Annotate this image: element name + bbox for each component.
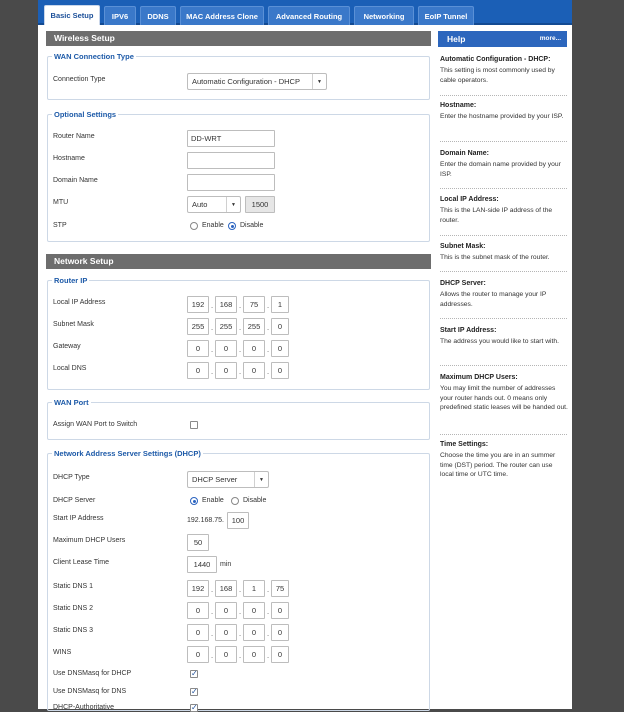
local-dns-label: Local DNS [53, 365, 87, 372]
help-item [440, 327, 568, 347]
dhcp-authoritative-label: DHCP-Authoritative [53, 704, 115, 711]
tab-bar [38, 0, 572, 25]
static-dns2-label: Static DNS 2 [53, 605, 94, 612]
wins-label: WINS [53, 649, 72, 656]
dnsmasq-dhcp-checkbox[interactable]: ✓ [191, 669, 198, 678]
ip-dot: . [267, 345, 270, 354]
router-ip-legend: Router IP [54, 276, 88, 285]
dns3-octet-2[interactable]: 0 [215, 624, 237, 641]
gateway-octet-1[interactable]: 0 [187, 340, 209, 357]
wins-octet-2[interactable]: 0 [215, 646, 237, 663]
wan-connection-legend: WAN Connection Type [54, 52, 134, 61]
ip-dot: . [211, 585, 214, 594]
stp-enable-radio[interactable] [190, 222, 198, 230]
help-item [440, 102, 568, 122]
hostname-label: Hostname [53, 155, 85, 162]
wan-port-group [47, 398, 430, 440]
local-ip-label: Local IP Address [53, 299, 106, 306]
dns1-octet-2[interactable]: 168 [215, 580, 237, 597]
stp-disable-label: Disable [240, 222, 264, 229]
dnsmasq-dns-checkbox[interactable]: ✓ [191, 687, 198, 696]
router-name-input[interactable]: DD-WRT [187, 130, 275, 147]
local-ip-octet-1[interactable]: 192 [187, 296, 209, 313]
help-item [440, 280, 568, 309]
mtu-mode-value: Auto [192, 200, 208, 209]
help-divider [440, 235, 567, 236]
ip-dot: . [239, 585, 242, 594]
help-divider [440, 141, 567, 142]
dhcp-server-disable-radio[interactable] [231, 497, 239, 505]
help-divider [440, 318, 567, 319]
help-item-title: Local IP Address: [440, 196, 499, 203]
help-item-text: Allows the router to manage your IP addresses. [440, 291, 547, 308]
dns3-octet-1[interactable]: 0 [187, 624, 209, 641]
dns1-octet-1[interactable]: 192 [187, 580, 209, 597]
tab-advanced-routing[interactable]: Advanced Routing [268, 6, 350, 25]
dhcp-server-enable-radio[interactable] [190, 497, 198, 505]
stp-enable-label: Enable [202, 222, 224, 229]
ip-dot: . [267, 629, 270, 638]
local-ip-octet-3[interactable]: 75 [243, 296, 265, 313]
hostname-input[interactable] [187, 152, 275, 169]
tab-ipv6[interactable]: IPV6 [104, 6, 136, 25]
subnet-octet-3[interactable]: 255 [243, 318, 265, 335]
wins-octet-1[interactable]: 0 [187, 646, 209, 663]
max-users-input[interactable]: 50 [187, 534, 209, 551]
ip-dot: . [211, 651, 214, 660]
ip-dot: . [239, 651, 242, 660]
help-item [440, 243, 568, 263]
help-divider [440, 365, 567, 366]
mtu-value-input[interactable]: 1500 [245, 196, 275, 213]
help-item [440, 374, 568, 413]
help-item-title: DHCP Server: [440, 280, 486, 287]
local-dns-octet-2[interactable]: 0 [215, 362, 237, 379]
dns2-octet-4[interactable]: 0 [271, 602, 289, 619]
help-item-text: Choose the time you are in an summer time (DST) period. The router can use local time or UTC time. [440, 452, 556, 479]
ip-dot: . [211, 323, 214, 332]
domain-name-input[interactable] [187, 174, 275, 191]
gateway-octet-4[interactable]: 0 [271, 340, 289, 357]
optional-settings-legend: Optional Settings [54, 110, 117, 119]
lease-time-input[interactable]: 1440 [187, 556, 217, 573]
wins-octet-3[interactable]: 0 [243, 646, 265, 663]
ip-dot: . [267, 651, 270, 660]
page [38, 0, 572, 712]
chevron-down-icon: ▼ [312, 74, 326, 89]
connection-type-label: Connection Type [53, 76, 106, 83]
ip-dot: . [239, 323, 242, 332]
local-dns-octet-1[interactable]: 0 [187, 362, 209, 379]
lease-time-label: Client Lease Time [53, 559, 110, 566]
dhcp-type-value: DHCP Server [192, 475, 238, 484]
gateway-octet-2[interactable]: 0 [215, 340, 237, 357]
dns3-octet-4[interactable]: 0 [271, 624, 289, 641]
stp-disable-radio[interactable] [228, 222, 236, 230]
help-divider [440, 271, 567, 272]
subnet-mask-label: Subnet Mask [53, 321, 94, 328]
subnet-octet-1[interactable]: 255 [187, 318, 209, 335]
ip-dot: . [211, 345, 214, 354]
help-divider [440, 188, 567, 189]
ip-dot: . [267, 585, 270, 594]
help-divider [440, 95, 567, 96]
max-users-label: Maximum DHCP Users [53, 537, 126, 544]
start-ip-label: Start IP Address [53, 515, 104, 522]
help-more-link[interactable]: more... [539, 35, 561, 42]
dns2-octet-1[interactable]: 0 [187, 602, 209, 619]
dhcp-type-label: DHCP Type [53, 474, 90, 481]
local-dns-octet-4[interactable]: 0 [271, 362, 289, 379]
help-header [438, 31, 567, 47]
ip-dot: . [239, 367, 242, 376]
help-item-text: Enter the hostname provided by your ISP. [440, 113, 564, 120]
dhcp-type-select[interactable] [187, 471, 269, 488]
chevron-down-icon: ▼ [226, 197, 240, 212]
ip-dot: . [211, 367, 214, 376]
assign-wan-label: Assign WAN Port to Switch [53, 421, 138, 428]
local-ip-octet-2[interactable]: 168 [215, 296, 237, 313]
domain-name-label: Domain Name [53, 177, 98, 184]
subnet-octet-2[interactable]: 255 [215, 318, 237, 335]
ip-dot: . [267, 607, 270, 616]
ip-dot: . [239, 301, 242, 310]
help-item [440, 196, 568, 225]
dhcp-legend: Network Address Server Settings (DHCP) [54, 449, 201, 458]
wireless-setup-header: Wireless Setup [46, 31, 431, 46]
help-item-text: This is the subnet mask of the router. [440, 254, 550, 261]
help-item-title: Subnet Mask: [440, 243, 486, 250]
help-item-text: You may limit the number of addresses your router hands out. 0 means only predefined static leases will be handed out. [440, 385, 568, 412]
wins-octet-4[interactable]: 0 [271, 646, 289, 663]
help-item-title: Automatic Configuration - DHCP: [440, 56, 551, 63]
help-item-text: This setting is most commonly used by cable operators. [440, 67, 555, 84]
assign-wan-checkbox[interactable] [190, 421, 198, 429]
dns1-octet-4[interactable]: 75 [271, 580, 289, 597]
subnet-octet-4[interactable]: 0 [271, 318, 289, 335]
lease-time-unit: min [220, 561, 232, 568]
mtu-label: MTU [53, 199, 69, 206]
help-divider [440, 434, 567, 435]
help-item-text: The address you would like to start with. [440, 338, 559, 345]
help-item [440, 150, 568, 179]
ip-dot: . [211, 629, 214, 638]
help-item-title: Maximum DHCP Users: [440, 374, 518, 381]
help-item-text: Enter the domain name provided by your ISP. [440, 161, 561, 178]
connection-type-value: Automatic Configuration - DHCP [192, 77, 300, 86]
help-title: Help [447, 34, 466, 44]
help-item-title: Time Settings: [440, 441, 489, 448]
network-setup-header: Network Setup [46, 254, 431, 269]
stp-label: STP [53, 222, 67, 229]
ip-dot: . [211, 301, 214, 310]
dns2-octet-3[interactable]: 0 [243, 602, 265, 619]
gateway-octet-3[interactable]: 0 [243, 340, 265, 357]
gateway-label: Gateway [53, 343, 81, 350]
ip-dot: . [211, 607, 214, 616]
tab-networking[interactable]: Networking [354, 6, 414, 25]
ip-dot: . [267, 367, 270, 376]
dhcp-server-label: DHCP Server [53, 497, 96, 504]
local-dns-octet-3[interactable]: 0 [243, 362, 265, 379]
tab-eoip-tunnel[interactable]: EoIP Tunnel [418, 6, 474, 25]
help-item [440, 441, 568, 480]
dhcp-authoritative-checkbox[interactable]: ✓ [191, 703, 198, 712]
help-item-title: Start IP Address: [440, 327, 497, 334]
mtu-mode-select[interactable] [187, 196, 241, 213]
ip-dot: . [267, 323, 270, 332]
ip-dot: . [239, 629, 242, 638]
static-dns3-label: Static DNS 3 [53, 627, 94, 634]
local-ip-octet-4[interactable]: 1 [271, 296, 289, 313]
connection-type-select[interactable] [187, 73, 327, 90]
tab-basic-setup[interactable]: Basic Setup [44, 5, 100, 25]
router-name-label: Router Name [53, 133, 95, 140]
help-item-title: Hostname: [440, 102, 477, 109]
dns2-octet-2[interactable]: 0 [215, 602, 237, 619]
help-item-text: This is the LAN-side IP address of the router. [440, 207, 553, 224]
tab-ddns[interactable]: DDNS [140, 6, 176, 25]
chevron-down-icon: ▼ [254, 472, 268, 487]
dns3-octet-3[interactable]: 0 [243, 624, 265, 641]
dhcp-server-disable-label: Disable [243, 497, 267, 504]
static-dns1-label: Static DNS 1 [53, 583, 94, 590]
ip-dot: . [239, 345, 242, 354]
dns1-octet-3[interactable]: 1 [243, 580, 265, 597]
start-ip-input[interactable]: 100 [227, 512, 249, 529]
tab-mac-address-clone[interactable]: MAC Address Clone [180, 6, 264, 25]
help-item-title: Domain Name: [440, 150, 490, 157]
dnsmasq-dhcp-label: Use DNSMasq for DHCP [53, 670, 132, 677]
help-item [440, 56, 568, 85]
wan-port-legend: WAN Port [54, 398, 89, 407]
start-ip-prefix: 192.168.75. [187, 517, 224, 524]
ip-dot: . [239, 607, 242, 616]
dhcp-server-enable-label: Enable [202, 497, 224, 504]
dnsmasq-dns-label: Use DNSMasq for DNS [53, 688, 127, 695]
ip-dot: . [267, 301, 270, 310]
